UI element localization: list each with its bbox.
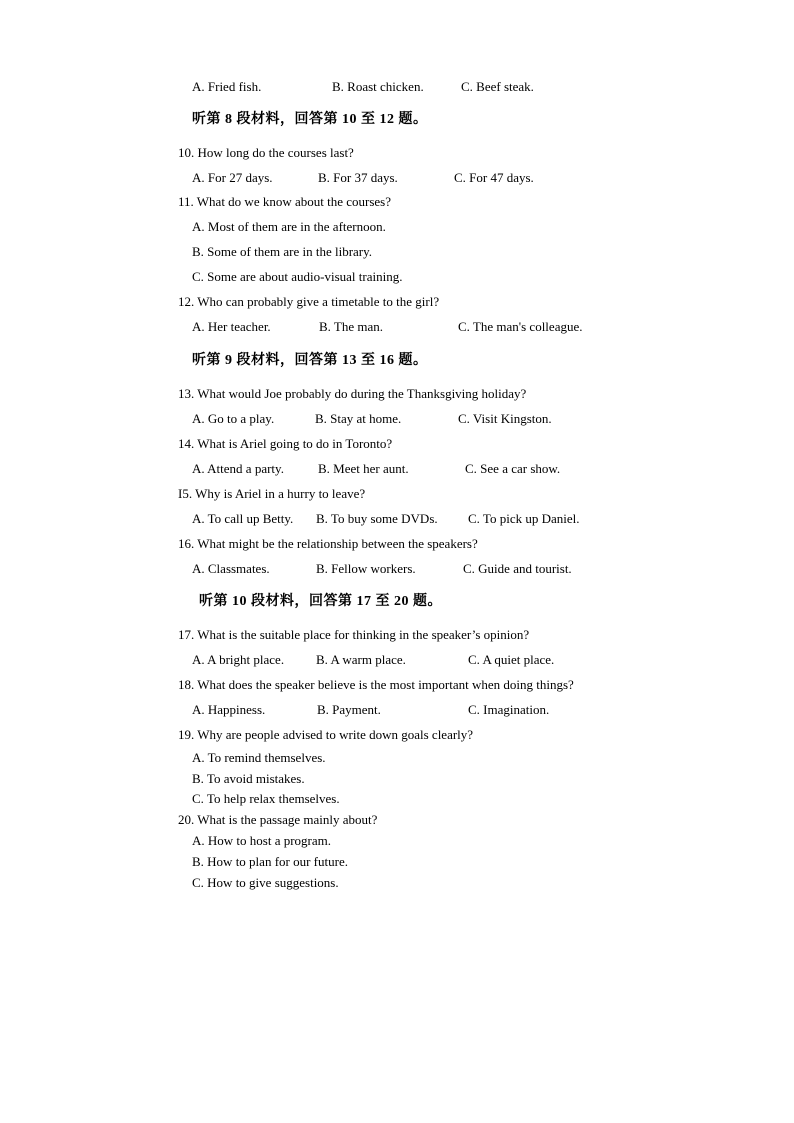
q13-stem: 13. What would Joe probably do during the Thanksgiving holiday?	[178, 386, 527, 401]
q14-stem: 14. What is Ariel going to do in Toronto?	[178, 436, 393, 451]
q11-option-a: A. Most of them are in the afternoon.	[192, 219, 386, 234]
q14-option-c: C. See a car show.	[465, 461, 561, 476]
q14-option-a: A. Attend a party.	[192, 461, 284, 476]
q11-option-b: B. Some of them are in the library.	[192, 244, 373, 259]
q9-option-a: A. Fried fish.	[192, 79, 262, 94]
q20-option-b: B. How to plan for our future.	[192, 854, 348, 869]
q12-stem: 12. Who can probably give a timetable to the girl?	[178, 294, 440, 309]
q13-option-b: B. Stay at home.	[315, 411, 402, 426]
q13-option-a: A. Go to a play.	[192, 411, 275, 426]
q17-option-c: C. A quiet place.	[468, 652, 555, 667]
q10-option-a: A. For 27 days.	[192, 170, 273, 185]
q9-option-c: C. Beef steak.	[461, 79, 534, 94]
q10-stem: 10. How long do the courses last?	[178, 145, 354, 160]
q13-option-c: C. Visit Kingston.	[458, 411, 552, 426]
q10-option-b: B. For 37 days.	[318, 170, 398, 185]
q19-option-a: A. To remind themselves.	[192, 750, 326, 765]
section-10-heading: 听第 10 段材料，回答第 17 至 20 题。	[199, 594, 442, 609]
q17-option-a: A. A bright place.	[192, 652, 285, 667]
q12-option-a: A. Her teacher.	[192, 319, 271, 334]
q14-option-b: B. Meet her aunt.	[318, 461, 409, 476]
q19-option-c: C. To help relax themselves.	[192, 791, 340, 806]
q16-option-a: A. Classmates.	[192, 561, 270, 576]
section-9-heading: 听第 9 段材料，回答第 13 至 16 题。	[192, 353, 428, 368]
q9-option-b: B. Roast chicken.	[332, 79, 424, 94]
q15-stem: I5. Why is Ariel in a hurry to leave?	[178, 486, 366, 501]
section-8-heading: 听第 8 段材料，回答第 10 至 12 题。	[192, 112, 428, 127]
q12-option-c: C. The man's colleague.	[458, 319, 583, 334]
q16-option-b: B. Fellow workers.	[316, 561, 416, 576]
q20-option-a: A. How to host a program.	[192, 833, 332, 848]
q16-stem: 16. What might be the relationship between the speakers?	[178, 536, 478, 551]
q11-stem: 11. What do we know about the courses?	[178, 194, 392, 209]
q15-option-a: A. To call up Betty.	[192, 511, 294, 526]
q10-option-c: C. For 47 days.	[454, 170, 534, 185]
q19-stem: 19. Why are people advised to write down goals clearly?	[178, 727, 474, 742]
q18-stem: 18. What does the speaker believe is the most important when doing things?	[178, 677, 574, 692]
q18-option-a: A. Happiness.	[192, 702, 266, 717]
q12-option-b: B. The man.	[319, 319, 384, 334]
q17-option-b: B. A warm place.	[316, 652, 406, 667]
q16-option-c: C. Guide and tourist.	[463, 561, 572, 576]
q15-option-c: C. To pick up Daniel.	[468, 511, 580, 526]
q11-option-c: C. Some are about audio-visual training.	[192, 269, 403, 284]
q20-stem: 20. What is the passage mainly about?	[178, 812, 378, 827]
q17-stem: 17. What is the suitable place for thinking in the speaker’s opinion?	[178, 627, 530, 642]
q20-option-c: C. How to give suggestions.	[192, 875, 339, 890]
q19-option-b: B. To avoid mistakes.	[192, 771, 305, 786]
q18-option-c: C. Imagination.	[468, 702, 550, 717]
q15-option-b: B. To buy some DVDs.	[316, 511, 438, 526]
q18-option-b: B. Payment.	[317, 702, 381, 717]
